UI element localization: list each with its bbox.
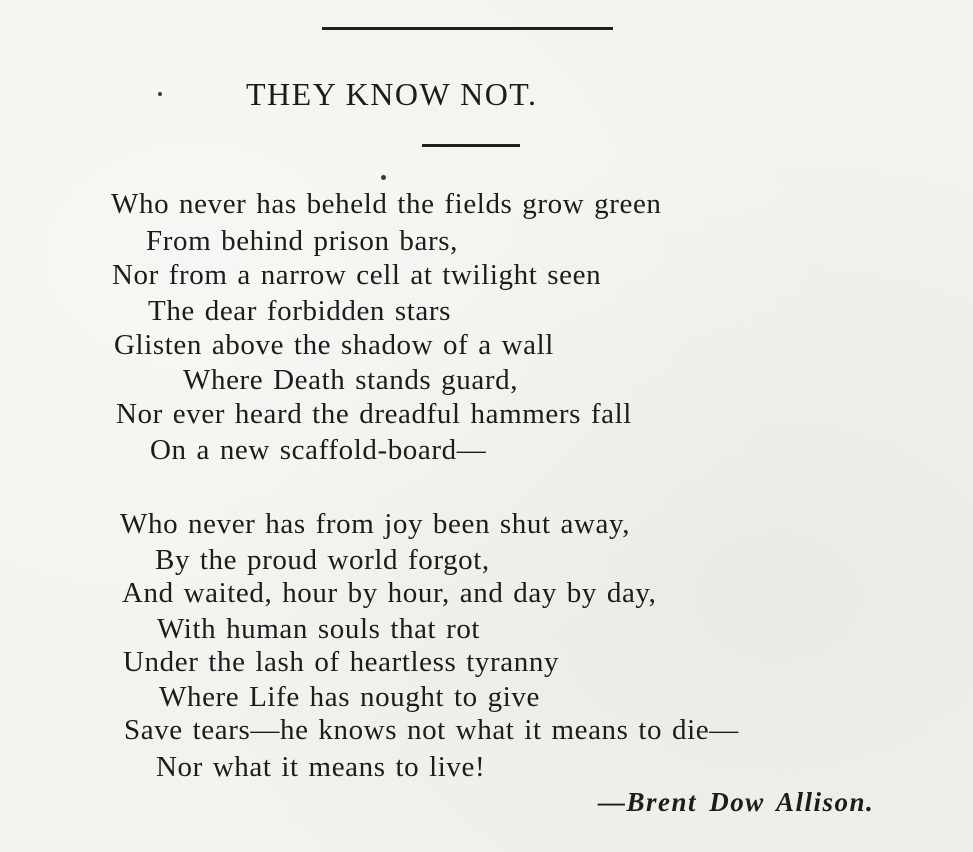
stanza-1-line-2: From behind prison bars, [146,225,458,257]
stanza-1-line-4: The dear forbidden stars [148,295,452,327]
stanza-2-line-6: Where Life has nought to give [159,681,540,713]
stanza-2-line-5: Under the lash of heartless tyranny [123,646,560,678]
stanza-2-line-3: And waited, hour by hour, and day by day, [122,577,657,609]
stanza-1-line-1: Who never has beheld the fields grow green [111,188,662,220]
stanza-1-line-7: Nor ever heard the dreadful hammers fall [116,398,632,430]
stanza-2-line-4: With human souls that rot [157,613,481,645]
stanza-1-line-6: Where Death stands guard, [183,364,519,396]
stanza-1-line-5: Glisten above the shadow of a wall [114,329,554,361]
stanza-1-line-8: On a new scaffold-board— [150,434,487,466]
poem-title: THEY KNOW NOT. [246,76,538,112]
stanza-2-line-8: Nor what it means to live! [156,751,486,783]
author-signature: —Brent Dow Allison. [598,787,875,817]
stanza-1-line-3: Nor from a narrow cell at twilight seen [112,259,602,291]
stanza-2-line-2: By the proud world forgot, [155,544,490,576]
stanza-2-line-1: Who never has from joy been shut away, [120,508,631,540]
stanza-2-line-7: Save tears—he knows not what it means to die— [124,714,739,746]
